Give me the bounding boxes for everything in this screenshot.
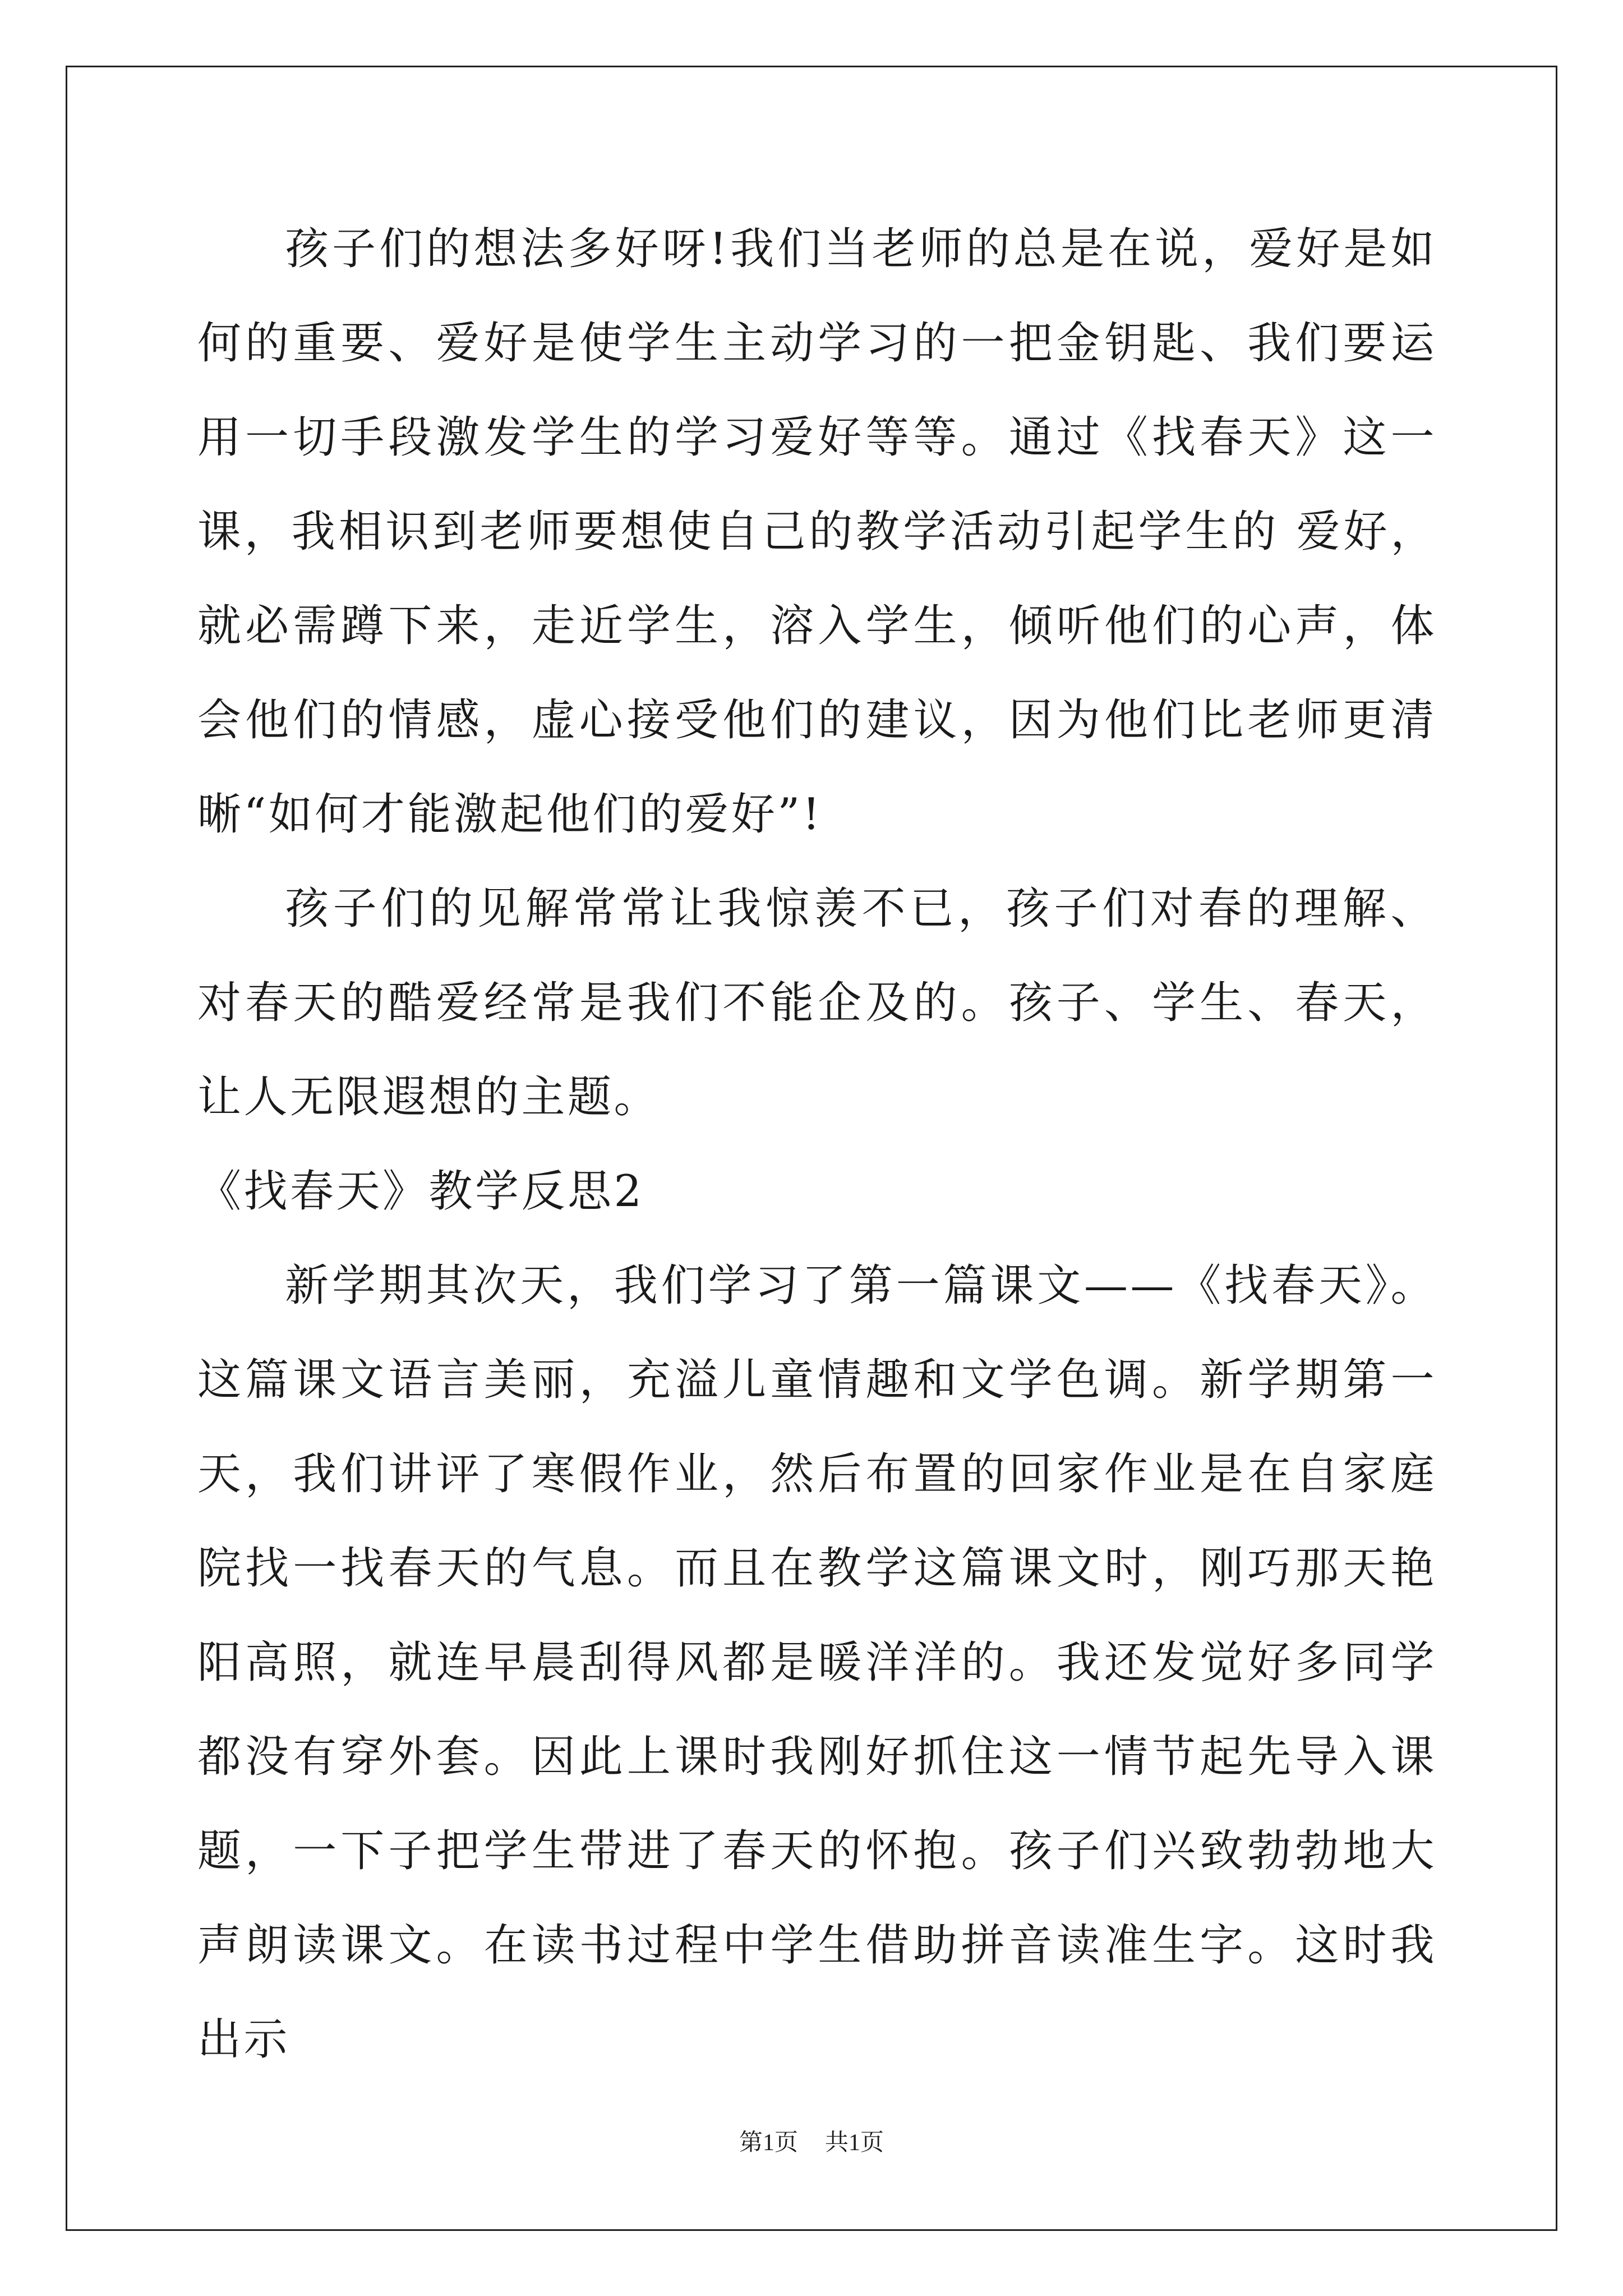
- document-body: [197, 202, 1437, 2087]
- page-footer: [0, 2129, 1623, 2157]
- body-paragraph: 孩子们的想法多好呀!我们当老师的总是在说，爱好是如何的重要、爱好是使学生主动学习的一把金钥匙、我们要运用一切手段激发学生的学习爱好等等。通过《找春天》这一课，我相识到老师要想使自己的教学活动引起学生的 爱好，就必需蹲下来，走近学生，溶入学生，倾听他们的心声，体会他们的情感，虚心接受他们的建议，因为他们比老师更清晰“如何才能激起他们的爱好”!: [197, 224, 1437, 840]
- section-heading: 《找春天》教学反思2: [197, 1166, 644, 1217]
- page-total: 共1页: [825, 2130, 884, 2156]
- body-paragraph: 新学期其次天，我们学习了第一篇课文——《找春天》。这篇课文语言美丽，充溢儿童情趣和文学色调。新学期第一天，我们讲评了寒假作业，然后布置的回家作业是在自家庭院找一找春天的气息。而且在教学这篇课文时，刚巧那天艳阳高照，就连早晨刮得风都是暖洋洋的。我还发觉好多同学都没有穿外套。因此上课时我刚好抓住这一情节起先导入课题，一下子把学生带进了春天的怀抱。孩子们兴致勃勃地大声朗读课文。在读书过程中学生借助拼音读准生字。这时我出示: [197, 1260, 1437, 2065]
- body-paragraph: 孩子们的见解常常让我惊羡不已，孩子们对春的理解、对春天的酷爱经常是我们不能企及的。孩子、学生、春天，让人无限遐想的主题。: [197, 884, 1437, 1122]
- page-number: 第1页: [739, 2130, 798, 2156]
